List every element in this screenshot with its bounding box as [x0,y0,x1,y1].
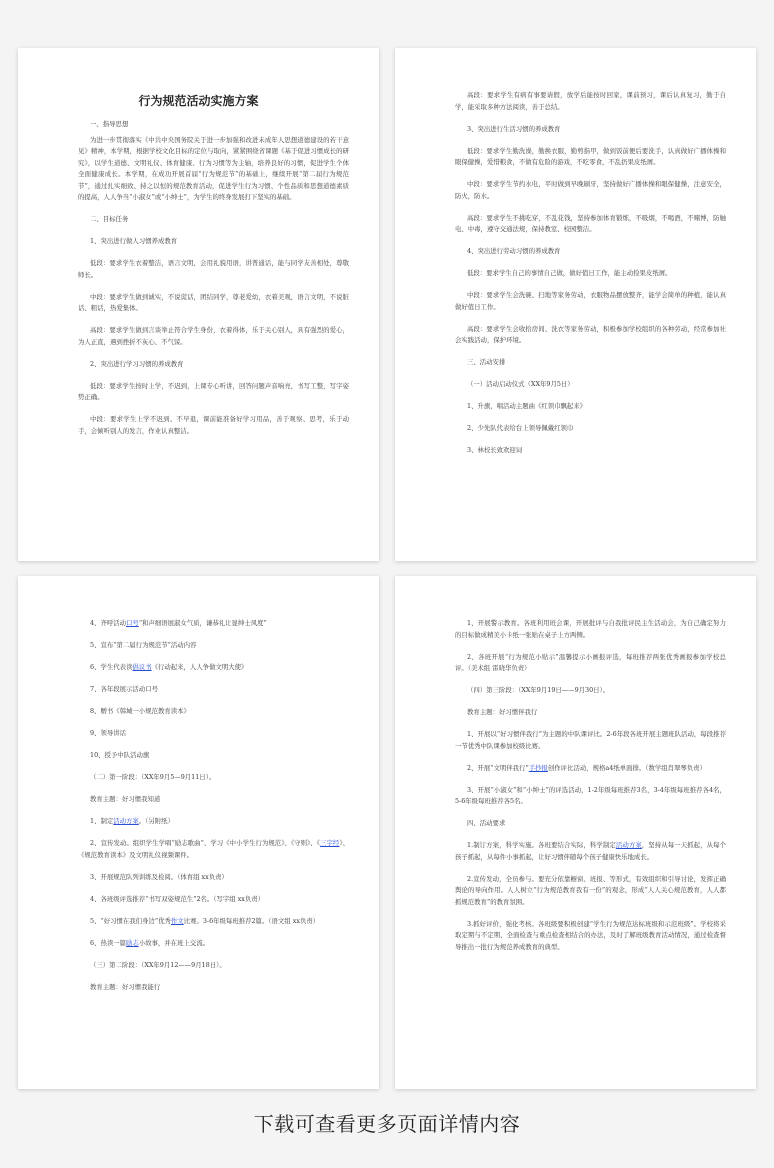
subsection-heading: 1、突出进行做人习惯养成教育 [90,237,178,245]
paragraph: 为进一步贯彻落实《中共中央国务院关于进一步加强和改进未成年人思想道德建设的若干意见》精神，本学期，根据学校文化目标的定位与取向，紧紧围绕省课题《基于促进习惯成长的研究》，以学生道德、文明礼仪、体育健康、行为习惯等为主轴，培养良好的习惯，促进学生个体全面健康成长。本学期，在成功开展首届“行为规范节”的基础上，继续开展“第二届行为规范节”，通过扎实细致、持之以恒的规范教育活动，促进学生行为习惯、个性品质和思想道德素质的提高，人人争当“小淑女”或“小绅士”，为学生的终身发展打下坚实的基础。 [78,135,349,201]
keyword-link[interactable]: 活动方案 [615,841,642,849]
text: 《行动起来，人人争做文明大使》 [151,663,248,671]
list-item: 9、领导讲话 [90,729,127,737]
keyword-link[interactable]: 三字经 [320,839,340,847]
text: 5、“好习惯在我们身边”优秀 [90,916,171,925]
list-item: 3.抓好评价，强化考核。各班级要积极创建“学生行为规范达标班级和示范班级”。学校将采取定期与不定期、全面检查与重点检查相结合的办法，及时了解班级教育活动情况，通过检查督导推出一批行为规范养成教育的典型。 [455,919,726,951]
list-item: 8、赠书《韩城一小规范教育读本》 [90,707,190,715]
list-item: 1、升旗，唱活动主题曲《红领巾飘起来》 [467,402,587,410]
paragraph: 高段：要求学生不挑吃穿，不乱花钱，坚持参加体育锻炼，不吸烟，不喝酒，不赌博，防触电、中毒，遵守交通法规，保持教室、校园整洁。 [455,213,726,233]
list-item: 1、开展以“好习惯伴我行”为主题的中队课评比。2-6年段各班开展主题班队活动，每段推荐一节优秀中队课参加校级比赛。 [455,730,726,750]
section-heading: 二、目标任务 [90,215,129,223]
list-item [78,816,349,828]
list-item: 3、开展规范队列训练及检阅。（体育组 xx负责） [90,872,228,881]
paragraph: 中段：要求学生节约水电，平时做到早晚刷牙，坚持做好广播体操和眼保健操，注意安全，防火，防水。 [455,180,726,200]
text: ，坚持从每一天抓起，从每个孩子抓起，从每件小事抓起，让好习惯伴随每个孩子健康快乐地成长。 [455,841,726,861]
text: 1.制订方案，科学实施。各班要结合实际，科学制定 [467,841,616,849]
document-page-1 [18,48,379,561]
list-item [455,840,726,863]
text: 》、《规范教育读本》及文明礼仪视频课件。 [78,839,349,859]
list-item: 2、各班开展“行为规范小贴示”温馨提示小画报评选，每班推荐两张优秀画报参加学校总评。（美术组 雷晓华负责） [455,652,726,672]
document-page-3 [18,576,379,1089]
phase-heading: （四）第三阶段：（XX年9月19日——9月30日）。 [467,686,610,694]
text: 2、宣传发动。组织学生学唱“励志歌曲”、学习《中小学生行为规范》、《守则》、《 [90,839,321,847]
text: “和声细语展淑女气质，谦恭礼让显绅士风度” [138,619,267,627]
phase-heading: （三）第二阶段：（XX年9月12——9月18日）。 [90,960,226,969]
list-item: 1、开展警示教育。各班利用班会课，开展批评与自我批评民主生活动会，为自己确定努力的目标做成精美小卡纸一张贴在桌子上方两侧。 [455,619,726,639]
paragraph: 低段：要求学生衣着整洁，语言文明，会用礼貌用语，讲普通话，能与同学友善相处，尊敬师长。 [78,259,349,279]
list-item [78,938,349,950]
text: 6、学生代表读 [90,663,133,671]
subsection-heading: 3、突出进行生活习惯的养成教育 [467,124,561,133]
list-item [78,916,349,928]
list-item: 2.宣传发动，全员参与。要充分依靠橱窗、班报、等形式，有效组织和引导讨论，发挥正确舆论的导向作用。人人树立“行为规范教育我有一份”的观念，形成“人人关心规范教育，人人都抓规范教育”的教育氛围。 [455,874,726,906]
paragraph: 低段：要求学生按时上学，不迟到，上课专心听讲，回答问题声音响亮，书写工整，写字姿势正确。 [78,381,349,401]
paragraph: 高段：要求学生有病有事要请假，放学后能按时回家，课前预习，课后认真复习，勤于自学，能采取多种方法阅读，善于总结。 [455,91,726,111]
subsection-heading: 2、突出进行学习习惯的养成教育 [90,359,184,368]
keyword-link[interactable]: 手抄报 [528,763,548,772]
list-item: 10、授予中队活动旗 [90,751,150,759]
paragraph: 中段：要求学生会洗碗、扫地等家务劳动，衣服物品摆放整齐，能学会简单的种植，能认真做好值日工作。 [455,291,726,311]
text: 。（另附纸） [138,817,174,825]
theme-line: 教育主题：好习惯伴我行 [467,708,538,716]
text: 小故事，并在班上交流。 [138,938,210,947]
subsection-heading: 4、突出进行劳动习惯的养成教育 [467,247,561,255]
section-heading: 三、活动安排 [467,358,506,366]
list-item: 3、开展“小淑女”和“小绅士”的评选活动，1-2年级每班推荐3名，3-4年级每班推荐各4名，5-6年级每班推荐各5名。 [455,785,726,805]
document-title: 行为规范活动实施方案 [138,94,259,108]
paragraph: 低段：要求学生勤洗澡，勤换衣服，勤剪指甲，做到饭前便后要洗手，认真做好广播体操和眼保健操，爱惜粮食，不做有危险的游戏，不吃零食，不乱扔果皮纸屑。 [455,146,726,166]
list-item: 2、少先队代表给台上领导佩戴红领巾 [467,424,574,432]
list-item: 5、宣布“第二届行为规范节”活动内容 [90,641,197,649]
list-item [78,838,349,861]
section-heading: 四、活动要求 [467,819,506,827]
download-more-prompt[interactable]: 下载可查看更多页面详情内容 [253,1112,521,1136]
document-page-4 [395,576,756,1089]
paragraph: 中段：要求学生做到诚实，不说谎话，团结同学，尊老爱幼，衣着美观，语言文明，不说脏话、粗话，热爱集体。 [78,292,349,312]
keyword-link[interactable]: 作文 [170,916,184,925]
text: 4、齐呼活动 [90,619,127,627]
document-page-2 [395,48,756,561]
text: 比赛。3-6年级每班推荐2篇。（语文组 xx负责） [183,916,320,925]
phase-heading: （二）第一阶段：（XX年9月5—9月11日）。 [90,773,216,781]
text: 创作评比活动，规格a4纸单面排。（数学组肖翠琴负责） [547,763,706,772]
keyword-link[interactable]: 励志 [126,938,139,947]
theme-line: 教育主题：好习惯我能行 [90,982,161,991]
list-item: 7、各年段展示活动口号 [90,685,158,693]
list-item [78,662,349,674]
list-item: （一）活动启动仪式（XX年9月5日） [467,380,574,388]
section-heading: 一、指导思想 [90,120,129,128]
paragraph: 高段：要求学生会收拾房间、洗衣等家务劳动，积极参加学校组织的各种劳动，经常参加社会实践活动，保护环境。 [455,324,726,344]
keyword-link[interactable]: 口号 [126,619,139,627]
paragraph: 低段：要求学生自己的事情自己做，做好值日工作，能主动捡果皮纸屑。 [467,269,672,277]
text: 1、制定 [90,817,114,825]
text: 2、开展“文明伴我行” [467,763,529,772]
paragraph: 高段：要求学生做到言谈举止符合学生身份，衣着得体，乐于关心别人，具有强烈的爱心，为人正直，遇到挫折不灰心、不气馁。 [78,326,349,346]
paragraph: 中段：要求学生上学不迟到、不早退，课前能准备好学习用品，善于观察、思考，乐于动手，会倾听别人的发言，作业认真整洁。 [78,415,349,435]
list-item [455,763,726,775]
list-item: 4、各班级评选推荐“书写双姿规范生”2名。（写字组 xx负责） [90,894,265,903]
text: 6、热读一篇 [90,938,127,947]
list-item: 3、林校长致欢迎词 [467,446,523,454]
keyword-link[interactable]: 活动方案 [113,817,139,825]
keyword-link[interactable]: 倡议书 [132,663,152,671]
theme-line: 教育主题：好习惯我知道 [90,795,161,803]
list-item [78,618,349,630]
